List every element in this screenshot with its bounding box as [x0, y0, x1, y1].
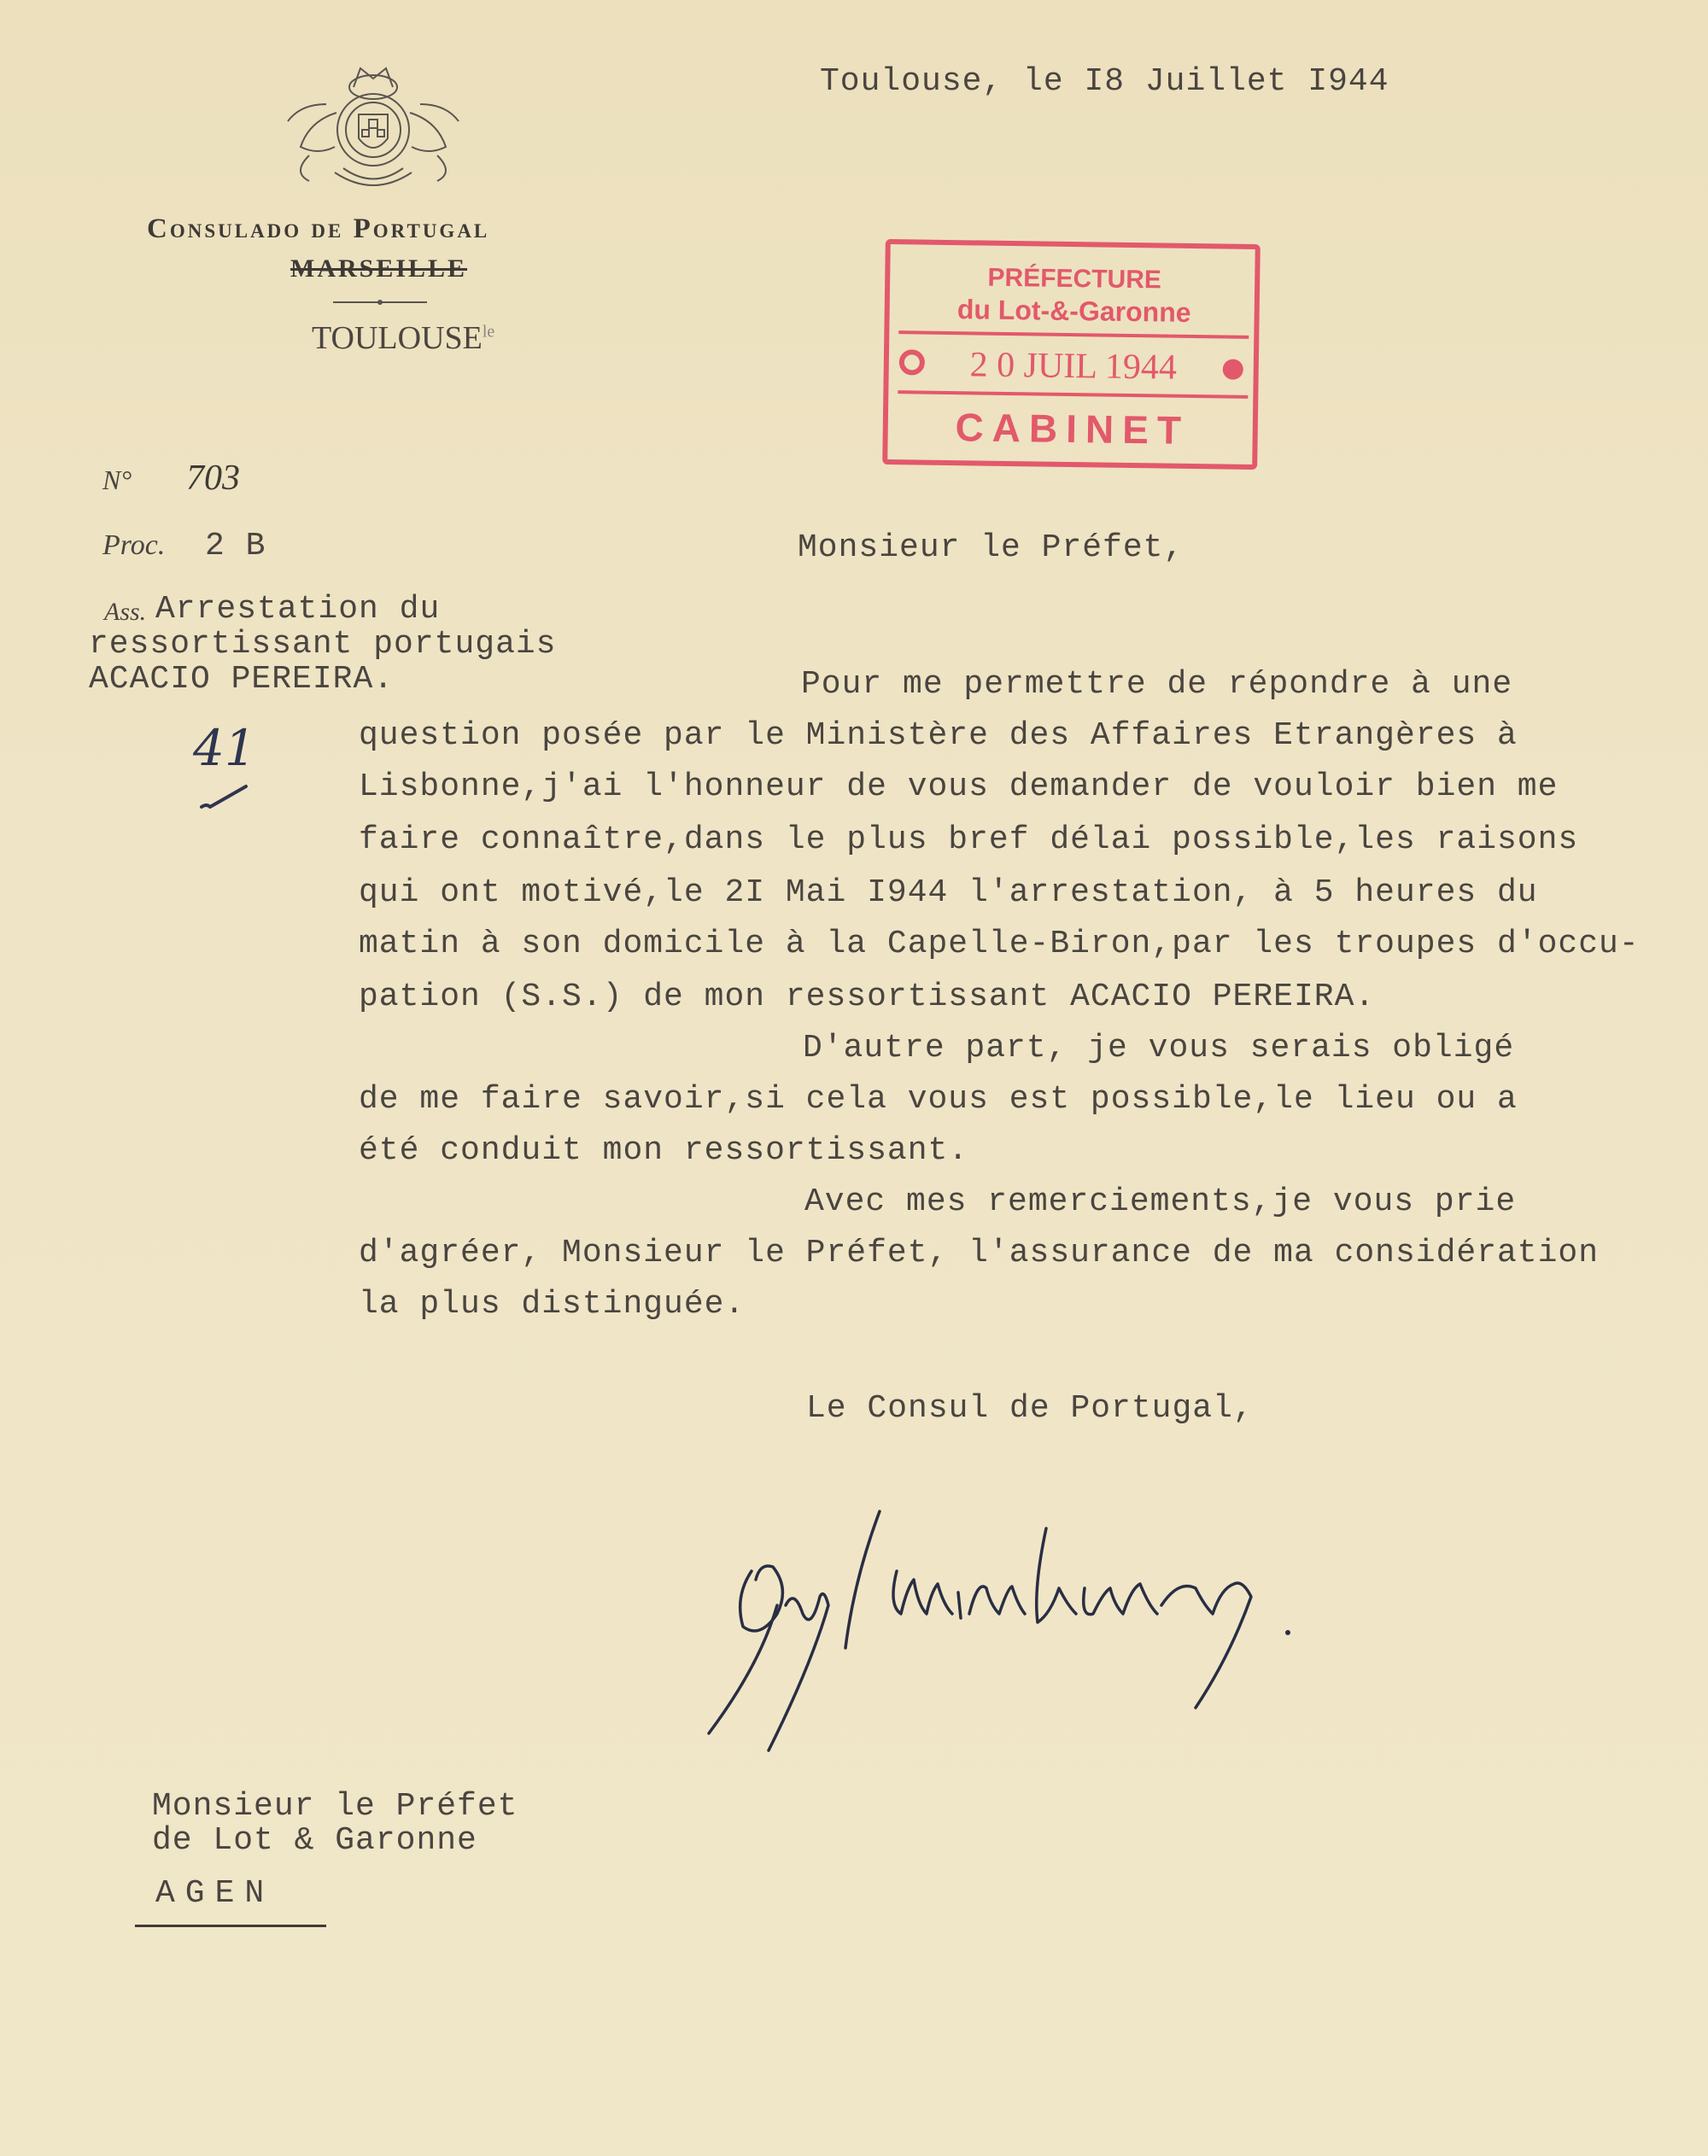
- portuguese-coat-of-arms-icon: [275, 53, 471, 198]
- subject-line: ressortissant portugais: [89, 626, 557, 663]
- body-line: la plus distinguée.: [359, 1286, 746, 1323]
- number-value: 703: [186, 459, 240, 498]
- stamp-line-1: PRÉFECTURE: [987, 263, 1162, 295]
- body-line: été conduit mon ressortissant.: [359, 1132, 969, 1169]
- body-line: pation (S.S.) de mon ressortissant ACACIO PEREIRA.: [359, 979, 1376, 1015]
- date-line: Toulouse, le I8 Juillet I944: [820, 63, 1389, 100]
- struck-city: MARSEILLE: [290, 254, 468, 283]
- proc-label: Proc.: [102, 529, 166, 561]
- subject-line: Arrestation du: [155, 591, 441, 628]
- letterhead-city-suffix: le: [482, 322, 495, 342]
- proc-value: 2 B: [205, 528, 266, 564]
- divider-ornament: [333, 297, 427, 307]
- body-line: matin à son domicile à la Capelle-Biron,par les troupes d'occu-: [359, 926, 1640, 962]
- stamp-line-2: du Lot-&-Garonne: [956, 294, 1191, 328]
- recipient-city: AGEN: [155, 1875, 275, 1912]
- number-label: N°: [102, 465, 132, 495]
- stamp-date: 2 0 JUIL 1944: [969, 345, 1178, 388]
- recipient-line: Monsieur le Préfet: [152, 1788, 518, 1825]
- prefecture-stamp: [880, 237, 1263, 472]
- letterhead-city-name: TOULOUSE: [312, 320, 483, 356]
- body-line: d'agréer, Monsieur le Préfet, l'assurance de ma considération: [359, 1235, 1600, 1271]
- consul-signature: [683, 1477, 1332, 1767]
- letterhead-city: [312, 319, 494, 357]
- closing: Le Consul de Portugal,: [806, 1390, 1254, 1427]
- body-line: D'autre part, je vous serais obligé: [803, 1030, 1515, 1066]
- salutation: Monsieur le Préfet,: [798, 529, 1184, 566]
- body-line: faire connaître,dans le plus bref délai possible,les raisons: [359, 821, 1579, 858]
- body-line: Avec mes remerciements,je vous prie: [804, 1183, 1517, 1220]
- subject-label: Ass.: [104, 598, 147, 626]
- body-line: Lisbonne,j'ai l'honneur de vous demander de vouloir bien me: [359, 768, 1559, 805]
- body-line: qui ont motivé,le 2I Mai I944 l'arrestation, à 5 heures du: [359, 874, 1538, 911]
- recipient-underline: [135, 1925, 326, 1927]
- subject-line: ACACIO PEREIRA.: [89, 661, 395, 698]
- body-line: Pour me permettre de répondre à une: [801, 666, 1513, 703]
- handwritten-note: 41: [193, 719, 256, 777]
- body-line: de me faire savoir,si cela vous est possible,le lieu ou a: [359, 1081, 1518, 1118]
- check-mark-icon: [198, 781, 249, 815]
- body-line: question posée par le Ministère des Affaires Etrangères à: [359, 717, 1518, 754]
- consulate-name: Consulado de Portugal: [147, 213, 490, 244]
- stamp-line-4: CABINET: [955, 405, 1190, 453]
- recipient-line: de Lot & Garonne: [152, 1822, 477, 1859]
